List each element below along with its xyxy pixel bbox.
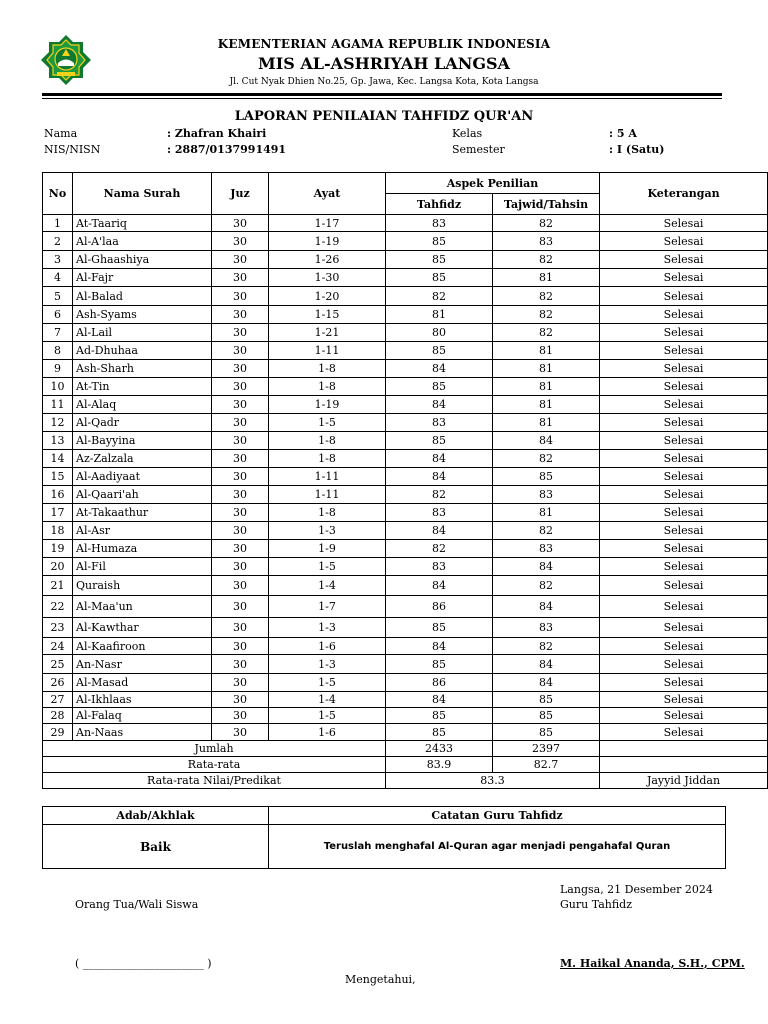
row-juz: 30 <box>212 232 269 251</box>
header-no: No <box>43 173 73 215</box>
class-label: Kelas <box>452 127 483 140</box>
row-ayat: 1-11 <box>269 342 386 360</box>
row-no: 29 <box>43 724 73 741</box>
report-title: LAPORAN PENILAIAN TAHFIDZ QUR'AN <box>234 109 534 124</box>
header-tajwid: Tajwid/Tahsin <box>493 194 600 215</box>
row-ayat: 1-9 <box>269 540 386 558</box>
row-ayat: 1-4 <box>269 692 386 708</box>
row-tajwid: 85 <box>493 724 600 741</box>
row-no: 15 <box>43 468 73 486</box>
rata-empty <box>600 757 768 773</box>
table-row <box>43 324 768 342</box>
row-tajwid: 82 <box>493 324 600 342</box>
row-ayat: 1-7 <box>269 596 386 618</box>
table-row <box>43 674 768 692</box>
name-value: : Zhafran Khairi <box>167 127 267 140</box>
row-tajwid: 82 <box>493 215 600 232</box>
row-tahfidz: 83 <box>386 215 493 232</box>
jumlah-tahfidz: 2433 <box>386 741 493 757</box>
row-surah: An-Naas <box>73 724 212 741</box>
row-no: 13 <box>43 432 73 450</box>
rata-tahfidz: 83.9 <box>386 757 493 773</box>
row-tahfidz: 80 <box>386 324 493 342</box>
row-keterangan: Selesai <box>600 450 768 468</box>
row-surah: Al-A'laa <box>73 232 212 251</box>
table-row <box>43 414 768 432</box>
row-ayat: 1-8 <box>269 378 386 396</box>
place-date: Langsa, 21 Desember 2024 <box>560 883 713 896</box>
row-no: 25 <box>43 655 73 674</box>
row-juz: 30 <box>212 638 269 655</box>
row-tajwid: 84 <box>493 558 600 576</box>
row-surah: Ash-Syams <box>73 306 212 324</box>
row-no: 22 <box>43 596 73 618</box>
header-rule-thick <box>42 93 722 96</box>
row-juz: 30 <box>212 414 269 432</box>
row-ayat: 1-8 <box>269 450 386 468</box>
row-surah: Al-Ikhlaas <box>73 692 212 708</box>
row-tahfidz: 86 <box>386 674 493 692</box>
row-tahfidz: 84 <box>386 468 493 486</box>
row-keterangan: Selesai <box>600 708 768 724</box>
table-row <box>43 618 768 638</box>
row-tahfidz: 84 <box>386 396 493 414</box>
row-surah: Al-Bayyina <box>73 432 212 450</box>
row-surah: Ash-Sharh <box>73 360 212 378</box>
row-juz: 30 <box>212 618 269 638</box>
table-row <box>43 558 768 576</box>
row-juz: 30 <box>212 576 269 596</box>
rata-tajwid: 82.7 <box>493 757 600 773</box>
row-juz: 30 <box>212 306 269 324</box>
school-address: Jl. Cut Nyak Dhien No.25, Gp. Jawa, Kec. Langsa Kota, Kota Langsa <box>229 77 539 87</box>
row-tahfidz: 82 <box>386 486 493 504</box>
row-juz: 30 <box>212 342 269 360</box>
row-ayat: 1-11 <box>269 468 386 486</box>
row-no: 10 <box>43 378 73 396</box>
row-juz: 30 <box>212 360 269 378</box>
row-ayat: 1-6 <box>269 638 386 655</box>
row-tajwid: 82 <box>493 638 600 655</box>
row-surah: Al-Balad <box>73 287 212 306</box>
row-juz: 30 <box>212 468 269 486</box>
row-no: 2 <box>43 232 73 251</box>
row-surah: An-Nasr <box>73 655 212 674</box>
row-no: 11 <box>43 396 73 414</box>
row-tahfidz: 85 <box>386 618 493 638</box>
row-tahfidz: 85 <box>386 655 493 674</box>
table-row <box>43 638 768 655</box>
table-row <box>43 504 768 522</box>
rata-label: Rata-rata <box>43 757 386 773</box>
row-ayat: 1-15 <box>269 306 386 324</box>
table-row <box>43 251 768 269</box>
row-tahfidz: 85 <box>386 232 493 251</box>
class-value: : 5 A <box>609 127 637 140</box>
row-juz: 30 <box>212 558 269 576</box>
notes-table <box>42 806 726 869</box>
row-juz: 30 <box>212 396 269 414</box>
row-tajwid: 83 <box>493 540 600 558</box>
row-keterangan: Selesai <box>600 618 768 638</box>
row-tajwid: 81 <box>493 504 600 522</box>
table-row <box>43 596 768 618</box>
row-surah: Al-Ghaashiya <box>73 251 212 269</box>
row-no: 7 <box>43 324 73 342</box>
row-surah: At-Tin <box>73 378 212 396</box>
catatan-header: Catatan Guru Tahfidz <box>269 807 726 825</box>
row-keterangan: Selesai <box>600 692 768 708</box>
header-surah: Nama Surah <box>73 173 212 215</box>
row-keterangan: Selesai <box>600 396 768 414</box>
row-surah: Al-Humaza <box>73 540 212 558</box>
row-surah: Al-Masad <box>73 674 212 692</box>
predikat-nilai: 83.3 <box>386 773 600 789</box>
row-tahfidz: 86 <box>386 596 493 618</box>
row-tahfidz: 82 <box>386 287 493 306</box>
row-juz: 30 <box>212 450 269 468</box>
header-keterangan: Keterangan <box>600 173 768 215</box>
table-row <box>43 724 768 741</box>
table-row <box>43 708 768 724</box>
row-surah: Al-Alaq <box>73 396 212 414</box>
row-keterangan: Selesai <box>600 638 768 655</box>
row-surah: Al-Qadr <box>73 414 212 432</box>
table-row <box>43 432 768 450</box>
row-tajwid: 84 <box>493 596 600 618</box>
row-tajwid: 85 <box>493 708 600 724</box>
row-ayat: 1-6 <box>269 724 386 741</box>
row-juz: 30 <box>212 251 269 269</box>
row-tahfidz: 84 <box>386 692 493 708</box>
adab-value: Baik <box>43 825 269 869</box>
table-row <box>43 540 768 558</box>
parent-label: Orang Tua/Wali Siswa <box>75 898 199 911</box>
row-no: 26 <box>43 674 73 692</box>
semester-label: Semester <box>452 143 505 156</box>
row-ayat: 1-30 <box>269 269 386 287</box>
row-no: 14 <box>43 450 73 468</box>
header-tahfidz: Tahfidz <box>386 194 493 215</box>
teacher-role: Guru Tahfidz <box>560 898 633 911</box>
row-tahfidz: 84 <box>386 450 493 468</box>
row-tahfidz: 85 <box>386 724 493 741</box>
table-row <box>43 396 768 414</box>
row-no: 21 <box>43 576 73 596</box>
table-row <box>43 342 768 360</box>
row-surah: Ad-Dhuhaa <box>73 342 212 360</box>
row-keterangan: Selesai <box>600 414 768 432</box>
row-tajwid: 82 <box>493 522 600 540</box>
row-tajwid: 81 <box>493 414 600 432</box>
row-keterangan: Selesai <box>600 468 768 486</box>
parent-signature-line: ( ______________________ ) <box>75 957 212 970</box>
row-tajwid: 81 <box>493 342 600 360</box>
row-surah: Al-Kaafiroon <box>73 638 212 655</box>
row-tajwid: 82 <box>493 251 600 269</box>
row-ayat: 1-17 <box>269 215 386 232</box>
row-tajwid: 82 <box>493 306 600 324</box>
row-surah: Az-Zalzala <box>73 450 212 468</box>
row-no: 19 <box>43 540 73 558</box>
row-surah: Al-Aadiyaat <box>73 468 212 486</box>
row-juz: 30 <box>212 486 269 504</box>
row-tahfidz: 83 <box>386 558 493 576</box>
row-tajwid: 82 <box>493 450 600 468</box>
table-row <box>43 468 768 486</box>
row-tahfidz: 82 <box>386 540 493 558</box>
row-juz: 30 <box>212 708 269 724</box>
row-tahfidz: 84 <box>386 638 493 655</box>
row-keterangan: Selesai <box>600 215 768 232</box>
row-surah: At-Takaathur <box>73 504 212 522</box>
row-ayat: 1-3 <box>269 655 386 674</box>
catatan-value: Teruslah menghafal Al-Quran agar menjadi pengahafal Quran <box>269 825 726 869</box>
table-row <box>43 450 768 468</box>
row-ayat: 1-8 <box>269 504 386 522</box>
row-keterangan: Selesai <box>600 360 768 378</box>
row-keterangan: Selesai <box>600 251 768 269</box>
row-juz: 30 <box>212 215 269 232</box>
row-no: 8 <box>43 342 73 360</box>
row-keterangan: Selesai <box>600 596 768 618</box>
table-row <box>43 232 768 251</box>
row-tajwid: 84 <box>493 674 600 692</box>
row-juz: 30 <box>212 269 269 287</box>
row-tajwid: 81 <box>493 396 600 414</box>
row-keterangan: Selesai <box>600 558 768 576</box>
table-row <box>43 215 768 232</box>
row-tajwid: 82 <box>493 287 600 306</box>
table-row <box>43 655 768 674</box>
row-keterangan: Selesai <box>600 486 768 504</box>
row-tajwid: 85 <box>493 692 600 708</box>
row-ayat: 1-3 <box>269 618 386 638</box>
row-juz: 30 <box>212 540 269 558</box>
row-juz: 30 <box>212 287 269 306</box>
row-tahfidz: 84 <box>386 360 493 378</box>
jumlah-empty <box>600 741 768 757</box>
row-ayat: 1-11 <box>269 486 386 504</box>
name-label: Nama <box>44 127 78 140</box>
table-row <box>43 287 768 306</box>
row-ayat: 1-26 <box>269 251 386 269</box>
row-tajwid: 81 <box>493 269 600 287</box>
row-juz: 30 <box>212 324 269 342</box>
row-no: 27 <box>43 692 73 708</box>
nis-value: : 2887/0137991491 <box>167 143 287 156</box>
row-ayat: 1-19 <box>269 396 386 414</box>
row-tajwid: 84 <box>493 655 600 674</box>
row-surah: Al-Lail <box>73 324 212 342</box>
row-tahfidz: 85 <box>386 708 493 724</box>
predikat-text: Jayyid Jiddan <box>600 773 768 789</box>
row-juz: 30 <box>212 504 269 522</box>
row-tajwid: 82 <box>493 576 600 596</box>
row-keterangan: Selesai <box>600 576 768 596</box>
row-ayat: 1-5 <box>269 708 386 724</box>
row-keterangan: Selesai <box>600 522 768 540</box>
row-no: 5 <box>43 287 73 306</box>
row-tajwid: 81 <box>493 378 600 396</box>
row-ayat: 1-5 <box>269 414 386 432</box>
table-row <box>43 522 768 540</box>
row-ayat: 1-8 <box>269 432 386 450</box>
row-keterangan: Selesai <box>600 432 768 450</box>
row-keterangan: Selesai <box>600 269 768 287</box>
row-ayat: 1-21 <box>269 324 386 342</box>
row-juz: 30 <box>212 655 269 674</box>
row-no: 6 <box>43 306 73 324</box>
row-surah: Quraish <box>73 576 212 596</box>
row-ayat: 1-3 <box>269 522 386 540</box>
row-no: 28 <box>43 708 73 724</box>
row-no: 3 <box>43 251 73 269</box>
row-surah: Al-Fil <box>73 558 212 576</box>
predikat-label: Rata-rata Nilai/Predikat <box>43 773 386 789</box>
row-no: 16 <box>43 486 73 504</box>
row-ayat: 1-19 <box>269 232 386 251</box>
row-tajwid: 83 <box>493 232 600 251</box>
mengetahui-label: Mengetahui, <box>345 973 416 986</box>
row-keterangan: Selesai <box>600 724 768 741</box>
row-tahfidz: 85 <box>386 251 493 269</box>
row-surah: Al-Falaq <box>73 708 212 724</box>
row-no: 12 <box>43 414 73 432</box>
row-tajwid: 83 <box>493 486 600 504</box>
row-keterangan: Selesai <box>600 287 768 306</box>
row-tahfidz: 84 <box>386 522 493 540</box>
row-juz: 30 <box>212 724 269 741</box>
row-tahfidz: 84 <box>386 576 493 596</box>
school-name: MIS AL-ASHRIYAH LANGSA <box>258 54 510 73</box>
row-keterangan: Selesai <box>600 540 768 558</box>
row-keterangan: Selesai <box>600 324 768 342</box>
row-juz: 30 <box>212 432 269 450</box>
table-row <box>43 576 768 596</box>
row-no: 4 <box>43 269 73 287</box>
ministry-name: KEMENTERIAN AGAMA REPUBLIK INDONESIA <box>217 37 551 51</box>
row-keterangan: Selesai <box>600 504 768 522</box>
semester-value: : I (Satu) <box>609 143 665 156</box>
row-keterangan: Selesai <box>600 674 768 692</box>
jumlah-label: Jumlah <box>43 741 386 757</box>
row-no: 24 <box>43 638 73 655</box>
row-surah: Al-Kawthar <box>73 618 212 638</box>
row-juz: 30 <box>212 596 269 618</box>
row-tajwid: 81 <box>493 360 600 378</box>
row-juz: 30 <box>212 692 269 708</box>
header-rule-thin <box>42 98 722 99</box>
row-tahfidz: 83 <box>386 414 493 432</box>
row-tahfidz: 85 <box>386 432 493 450</box>
row-tahfidz: 85 <box>386 378 493 396</box>
table-row <box>43 306 768 324</box>
row-keterangan: Selesai <box>600 306 768 324</box>
row-juz: 30 <box>212 522 269 540</box>
row-ayat: 1-20 <box>269 287 386 306</box>
table-row <box>43 378 768 396</box>
header-aspek: Aspek Penilian <box>386 173 600 194</box>
row-keterangan: Selesai <box>600 378 768 396</box>
row-ayat: 1-5 <box>269 674 386 692</box>
row-keterangan: Selesai <box>600 655 768 674</box>
row-ayat: 1-8 <box>269 360 386 378</box>
table-row <box>43 486 768 504</box>
row-juz: 30 <box>212 378 269 396</box>
row-keterangan: Selesai <box>600 342 768 360</box>
row-surah: Al-Asr <box>73 522 212 540</box>
adab-header: Adab/Akhlak <box>43 807 269 825</box>
table-row <box>43 692 768 708</box>
table-row <box>43 269 768 287</box>
row-tahfidz: 81 <box>386 306 493 324</box>
row-ayat: 1-5 <box>269 558 386 576</box>
row-tahfidz: 85 <box>386 342 493 360</box>
row-tajwid: 84 <box>493 432 600 450</box>
header-juz: Juz <box>212 173 269 215</box>
row-ayat: 1-4 <box>269 576 386 596</box>
grades-table <box>42 172 768 789</box>
row-no: 1 <box>43 215 73 232</box>
row-tahfidz: 83 <box>386 504 493 522</box>
jumlah-tajwid: 2397 <box>493 741 600 757</box>
row-no: 18 <box>43 522 73 540</box>
row-no: 17 <box>43 504 73 522</box>
header-ayat: Ayat <box>269 173 386 215</box>
row-surah: At-Taariq <box>73 215 212 232</box>
row-surah: Al-Qaari'ah <box>73 486 212 504</box>
row-juz: 30 <box>212 674 269 692</box>
row-tahfidz: 85 <box>386 269 493 287</box>
row-no: 23 <box>43 618 73 638</box>
nis-label: NIS/NISN <box>44 143 101 156</box>
row-surah: Al-Fajr <box>73 269 212 287</box>
teacher-name: M. Haikal Ananda, S.H., CPM. <box>560 957 745 970</box>
row-tajwid: 85 <box>493 468 600 486</box>
row-no: 20 <box>43 558 73 576</box>
row-no: 9 <box>43 360 73 378</box>
row-keterangan: Selesai <box>600 232 768 251</box>
row-tajwid: 83 <box>493 618 600 638</box>
row-surah: Al-Maa'un <box>73 596 212 618</box>
table-row <box>43 360 768 378</box>
